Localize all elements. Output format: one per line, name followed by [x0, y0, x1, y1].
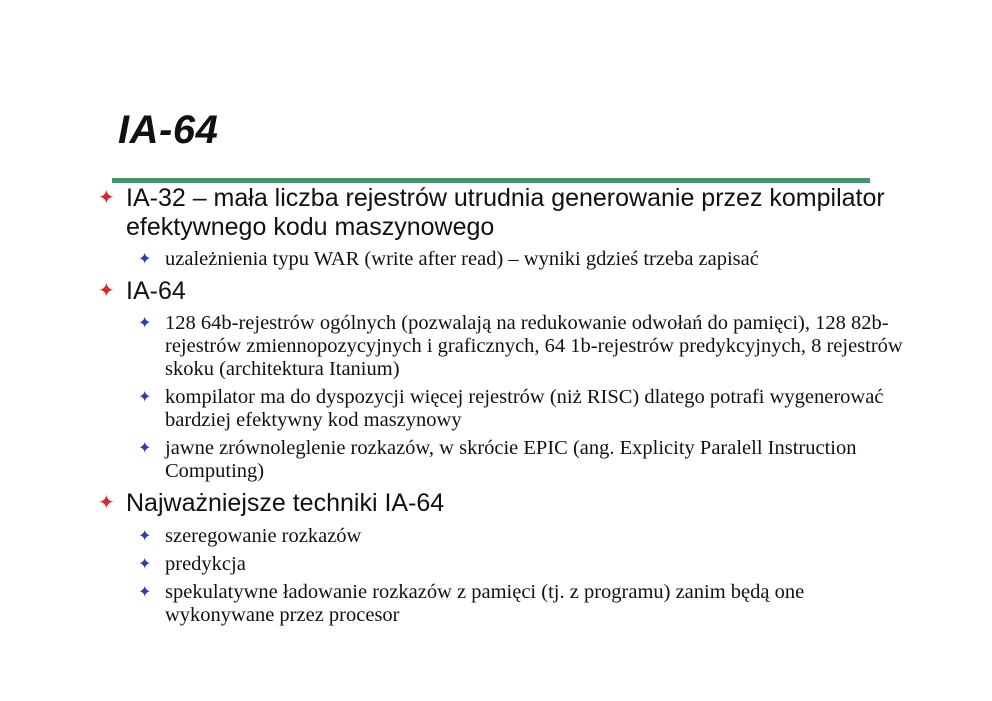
bullet-item-techniques [98, 489, 918, 518]
sub-list [98, 525, 918, 627]
sub-bullet-text: uzależnienia typu WAR (write after read) – wyniki gdzieś trzeba zapisać [165, 248, 759, 270]
sub-list [98, 248, 918, 271]
star-bullet-icon: ✦ [138, 528, 152, 545]
star-bullet-icon: ✦ [138, 440, 152, 457]
star-bullet-icon: ✦ [138, 389, 152, 406]
sub-bullet-item [98, 581, 918, 627]
bullet-item-ia64 [98, 277, 918, 306]
sub-bullet-text: predykcja [165, 553, 246, 575]
sub-bullet-text: jawne zrównoleglenie rozkazów, w skrócie EPIC (ang. Explicity Paralell Instruction Computing) [165, 437, 857, 482]
sub-bullet-text: spekulatywne ładowanie rozkazów z pamięci (tj. z programu) zanim będą one wykonywane przez procesor [165, 581, 805, 626]
sub-bullet-item [98, 525, 918, 548]
star-bullet-icon: ✦ [138, 315, 152, 332]
sub-bullet-item [98, 553, 918, 576]
slide-title: IA-64 [118, 108, 219, 152]
sub-bullet-item [98, 312, 918, 381]
title-divider [112, 178, 870, 183]
star-bullet-icon: ✦ [138, 251, 152, 268]
star-bullet-icon: ✦ [138, 556, 152, 573]
star-bullet-icon: ✦ [98, 187, 115, 209]
sub-bullet-item [98, 437, 918, 483]
star-bullet-icon: ✦ [98, 280, 115, 302]
bullet-text: Najważniejsze techniki IA-64 [126, 489, 445, 517]
bullet-list [98, 184, 918, 627]
bullet-text: IA-32 – mała liczba rejestrów utrudnia generowanie przez kompilator efektywnego kodu maszynowego [126, 184, 885, 241]
star-bullet-icon: ✦ [138, 584, 152, 601]
sub-bullet-item [98, 248, 918, 271]
star-bullet-icon: ✦ [98, 492, 115, 514]
sub-bullet-text: szeregowanie rozkazów [165, 525, 362, 547]
sub-bullet-text: 128 64b-rejestrów ogólnych (pozwalają na redukowanie odwołań do pamięci), 128 82b-rejestrów zmiennopozycyjnych i graficznych, 64 1b-rejestrów predykcyjnych, 8 rejestrów skoku (architektura Itanium) [165, 312, 903, 380]
sub-list [98, 312, 918, 483]
bullet-text: IA-64 [126, 277, 186, 305]
sub-bullet-item [98, 386, 918, 432]
sub-bullet-text: kompilator ma do dyspozycji więcej rejestrów (niż RISC) dlatego potrafi wygenerować bardziej efektywny kod maszynowy [165, 386, 884, 431]
bullet-item-ia32 [98, 184, 918, 242]
